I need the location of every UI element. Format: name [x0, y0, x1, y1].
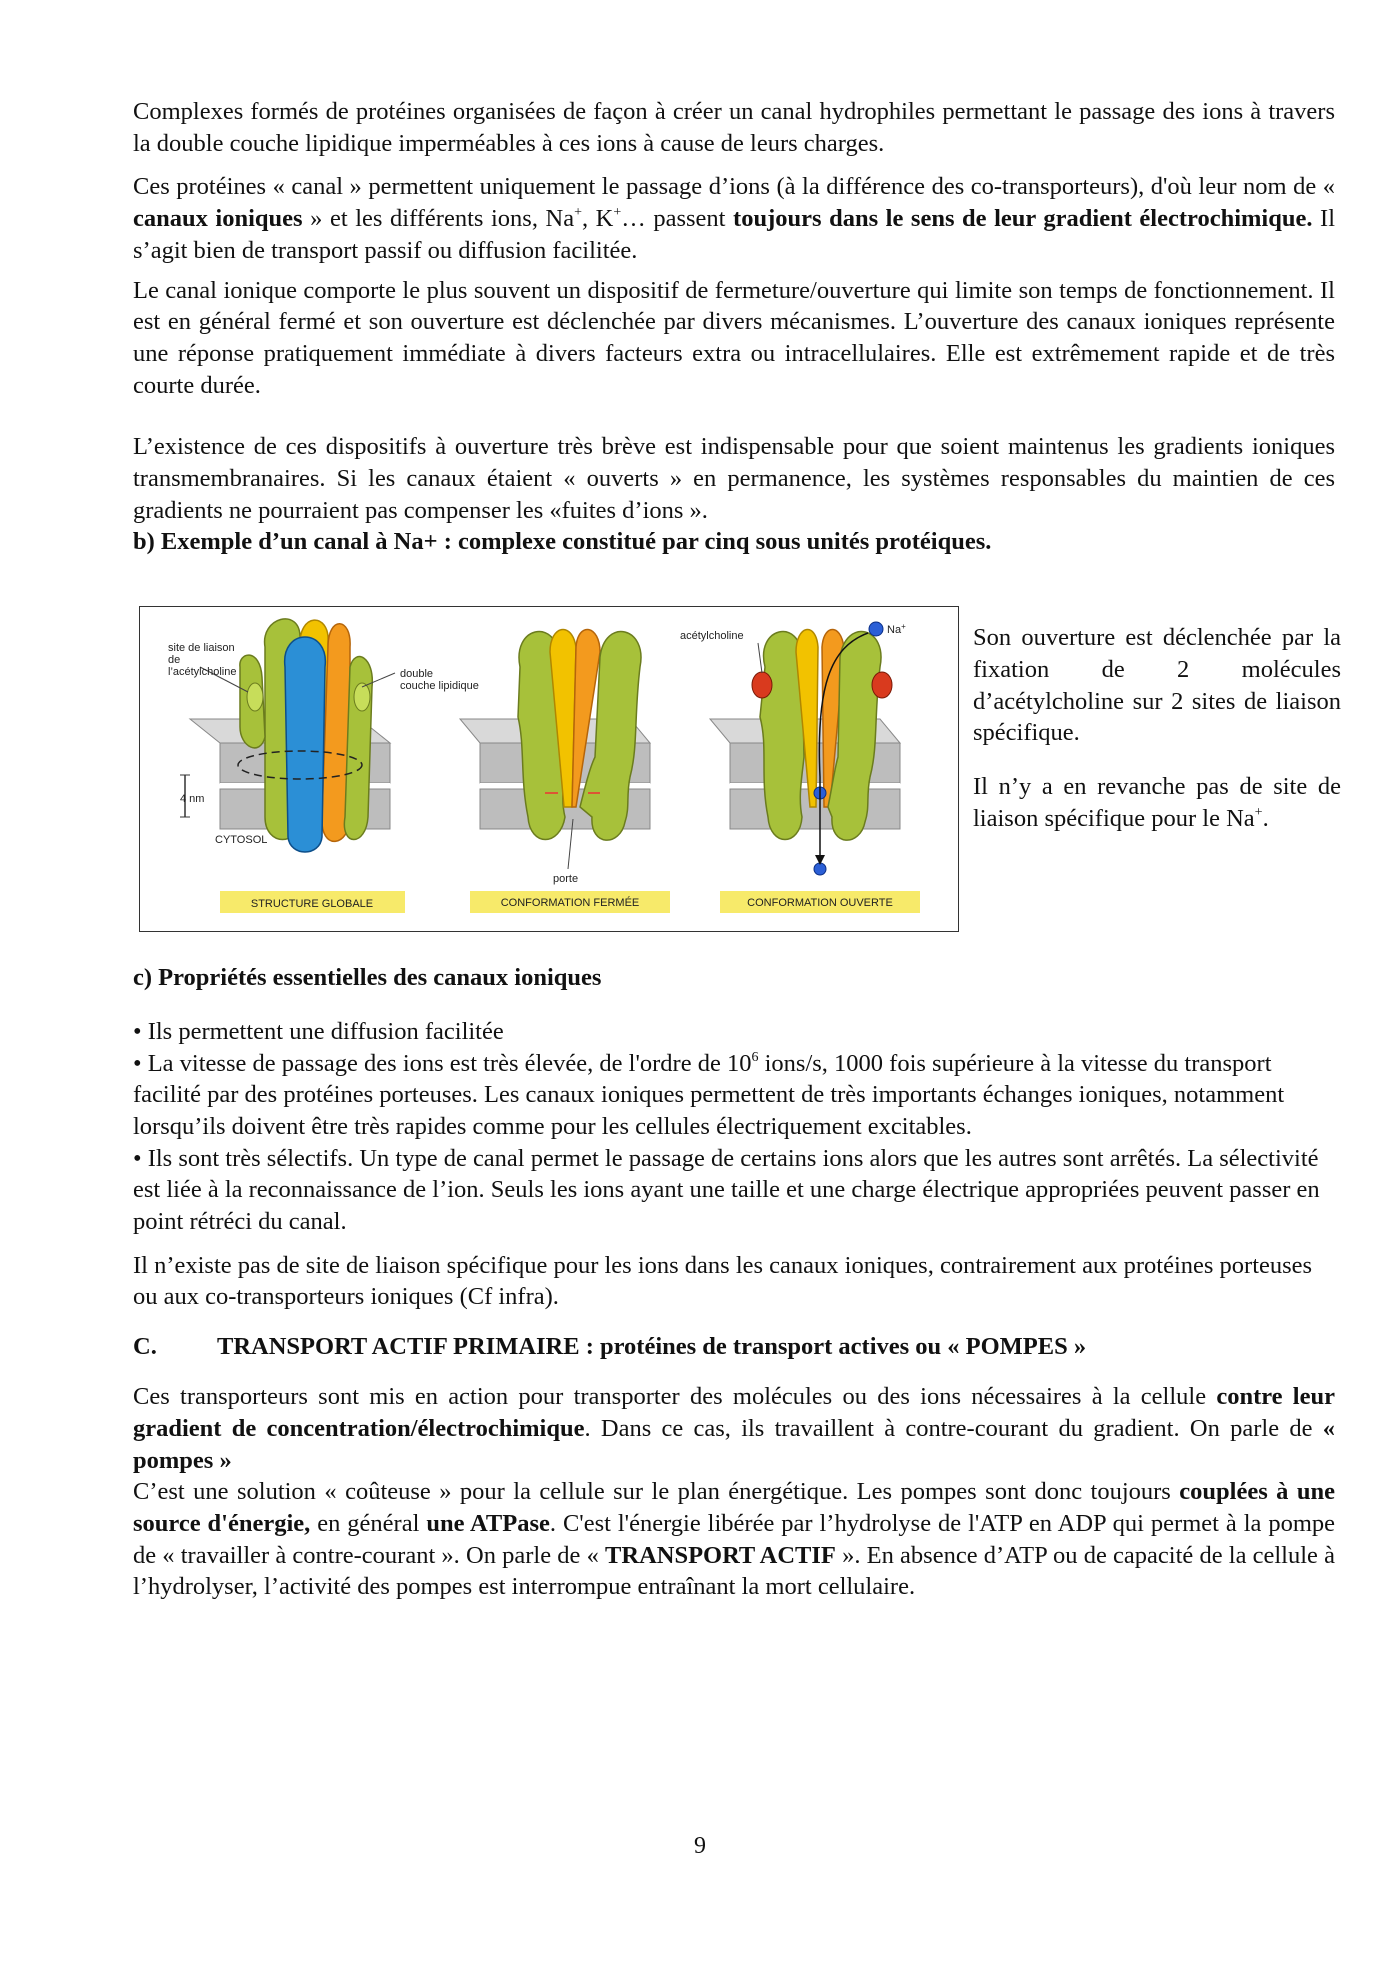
label-acetyl: l’acétylcholine: [168, 666, 237, 679]
label-double: double: [400, 668, 434, 681]
side-paragraph-1: Son ouverture est déclenchée par la fixation de 2 molécules d’acétylcholine sur 2 sites de liaison spécifique.: [973, 624, 1341, 747]
intro-paragraph: Complexes formés de protéines organisées de façon à créer un canal hydrophiles permettant le passage des ions à travers la double couche lipidique imperméables à ces ions à cause de leurs charges.: [133, 98, 1335, 157]
caption-structure: STRUCTURE GLOBALE: [250, 898, 374, 911]
na-sup: +: [901, 622, 906, 632]
gating-paragraph: Le canal ionique comporte le plus souvent un dispositif de fermeture/ouverture qui limite son temps de fonctionnement. Il est en général fermé et son ouverture est déclenchée par divers mécanismes. L’ouverture des canaux ioniques représente une réponse pratiquement immédiate à divers facteurs extra ou intracellulaires. Elle est extrêmement rapide et de très courte durée.: [133, 276, 1335, 399]
text-run: , K: [581, 205, 614, 233]
section-title: TRANSPORT ACTIF PRIMAIRE : protéines de transport actives ou « POMPES »: [217, 1333, 1087, 1361]
label-site: site de liaison: [168, 642, 235, 655]
pumps-paragraph-2: [133, 1476, 1335, 1603]
na-text: Na: [887, 624, 902, 637]
text-run: . C'est l'énergie libérée par l’hydrolyse de l'ATP en ADP qui permet à la pompe de « travailler à contre-courant ». On parle de «: [133, 1509, 1335, 1569]
superscript: +: [1254, 804, 1263, 820]
label-de: de: [168, 654, 181, 667]
text-run: Ces transporteurs sont mis en action pour transporter des molécules ou des ions nécessaires à la cellule: [133, 1383, 1217, 1411]
bold-term: contre leur gradient de concentration/électrochimique: [133, 1383, 1335, 1442]
text-run: Il s’agit bien de transport passif ou diffusion facilitée.: [133, 205, 1335, 264]
text-run: • La vitesse de passage des ions est très élevée, de l'ordre de 10: [133, 1049, 752, 1077]
bold-term: TRANSPORT ACTIF: [605, 1541, 836, 1569]
na-channel-figure: [139, 606, 959, 932]
superscript: 6: [751, 1049, 759, 1065]
text-run: Ces protéines « canal » permettent uniquement le passage d’ions (à la différence des co-transporteurs), d'où leur nom de «: [133, 173, 1335, 201]
pumps-paragraph-1: [133, 1381, 1335, 1476]
heading-b: b) Exemple d’un canal à Na+ : complexe constitué par cinq sous unités protéiques.: [133, 528, 992, 556]
page-number: 9: [694, 1833, 706, 1859]
bold-term: « pompes »: [133, 1414, 1335, 1474]
caption-ouverte: CONFORMATION OUVERTE: [747, 897, 893, 910]
channel-diagram: [140, 607, 957, 930]
figure-row: [133, 606, 1341, 936]
label-4nm: 4 nm: [180, 793, 205, 806]
bold-term: canaux ioniques: [133, 205, 303, 233]
panel-conformation-fermee: [460, 630, 670, 914]
bold-term: toujours dans le sens de leur gradient électrochimique.: [733, 205, 1313, 233]
text-run: .: [1262, 804, 1269, 832]
text-run: C’est une solution « coûteuse » pour la cellule sur le plan énergétique. Les pompes sont donc toujours: [133, 1478, 1180, 1506]
gradient-paragraph: L’existence de ces dispositifs à ouverture très brève est indispensable pour que soient maintenus les gradients ioniques transmembranaires. Si les canaux étaient « ouverts » en permanence, les systèmes responsables du maintien de ces gradients ne pourraient pas compenser les «fuites d’ions ».: [133, 433, 1335, 524]
superscript: +: [574, 205, 582, 221]
label-cytosol: CYTOSOL: [215, 834, 268, 847]
label-na: [887, 622, 906, 636]
heading-section-C: [133, 1333, 1335, 1361]
text-run: en général: [310, 1509, 427, 1537]
text-run: » et les différents ions, Na: [302, 205, 575, 233]
bold-term: une ATPase: [426, 1509, 550, 1537]
caption-fermee: CONFORMATION FERMÉE: [500, 897, 640, 910]
no-binding-site-paragraph: Il n’existe pas de site de liaison spécifique pour les ions dans les canaux ioniques, contrairement aux protéines porteuses ou aux co-transporteurs ioniques (Cf infra).: [133, 1251, 1313, 1311]
text-run: . Dans ce cas, ils travaillent à contre-courant du gradient. On parle de: [584, 1414, 1323, 1442]
superscript: +: [613, 205, 622, 221]
label-porte: porte: [553, 873, 579, 886]
text-run: ions/s, 1000 fois supérieure à la vitesse du transport facilité par des protéines porteuses. Les canaux ioniques permettent de très importants échanges ioniques, notamment lorsqu’ils doivent être très rapides comme pour les cellules électriquement excitables.: [133, 1049, 1285, 1140]
text-run: … passent: [621, 205, 734, 233]
bold-term: couplées à une source d'énergie,: [133, 1478, 1335, 1537]
text-run: ». En absence d’ATP ou de capacité de la cellule à l’hydrolyser, l’activité des pompes est interrompue entraînant la mort cellulaire.: [133, 1541, 1335, 1601]
label-acetylcholine: acétylcholine: [680, 630, 744, 643]
heading-c-props: c) Propriétés essentielles des canaux ioniques: [133, 964, 602, 992]
panel-structure-globale: [180, 619, 405, 913]
side-paragraph-2: [973, 771, 1341, 834]
figure-side-text: [973, 622, 1341, 834]
page-content: [133, 96, 1341, 1603]
section-letter: C.: [133, 1333, 157, 1361]
bullet-2: [133, 1048, 1335, 1143]
text-run: Il n’y a en revanche pas de site de liaison spécifique pour le Na: [973, 772, 1341, 832]
bullet-3: • Ils sont très sélectifs. Un type de canal permet le passage de certains ions alors que les autres sont arrêtés. La sélectivité est liée à la reconnaissance de l’ion. Seuls les ions ayant une taille et une charge électrique appropriées peuvent passer en point rétréci du canal.: [133, 1144, 1320, 1236]
label-couche: couche lipidique: [400, 680, 479, 693]
bullet-1: • Ils permettent une diffusion facilitée: [133, 1017, 504, 1045]
canal-proteins-paragraph: [133, 171, 1335, 266]
panel-conformation-ouverte: [710, 622, 920, 913]
